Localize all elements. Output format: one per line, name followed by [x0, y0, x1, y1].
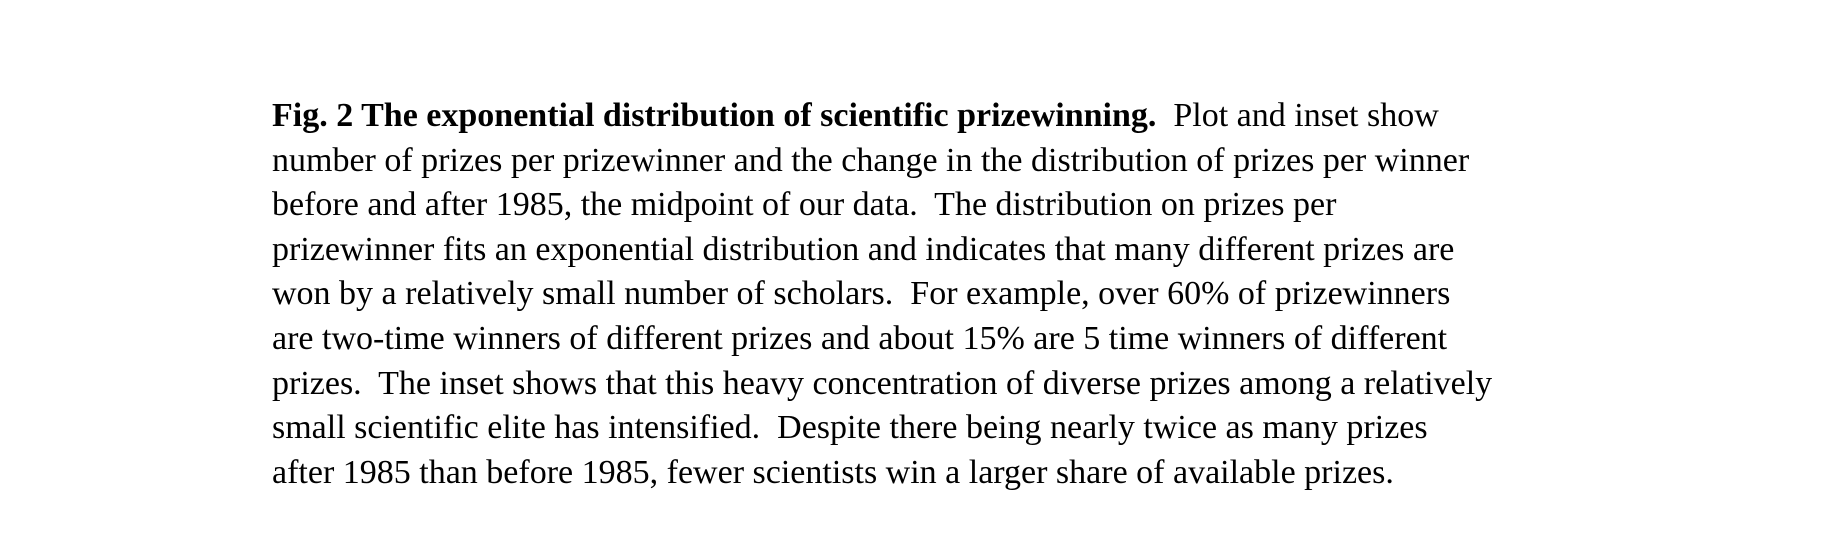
caption-line-8: small scientific elite has intensified. Despite there being nearly twice as many prizes [272, 409, 1428, 447]
caption-line-3: before and after 1985, the midpoint of our data. The distribution on prizes per [272, 186, 1337, 224]
caption-line-1 [272, 94, 1672, 139]
caption-line-4: prizewinner fits an exponential distribution and indicates that many different prizes are [272, 230, 1455, 268]
caption-line-2: number of prizes per prizewinner and the change in the distribution of prizes per winner [272, 141, 1470, 179]
caption-line-7: prizes. The inset shows that this heavy concentration of diverse prizes among a relatively [272, 364, 1493, 402]
figure-label: Fig. 2 The exponential distribution of scientific prizewinning. [272, 97, 1157, 134]
figure-caption [272, 94, 1672, 495]
caption-line-5: won by a relatively small number of scholars. For example, over 60% of prizewinners [272, 275, 1451, 313]
caption-text: Plot and inset show [1156, 97, 1439, 134]
caption-line-9: after 1985 than before 1985, fewer scientists win a larger share of available prizes. [272, 453, 1394, 491]
caption-line-6: are two-time winners of different prizes and about 15% are 5 time winners of different [272, 319, 1448, 357]
